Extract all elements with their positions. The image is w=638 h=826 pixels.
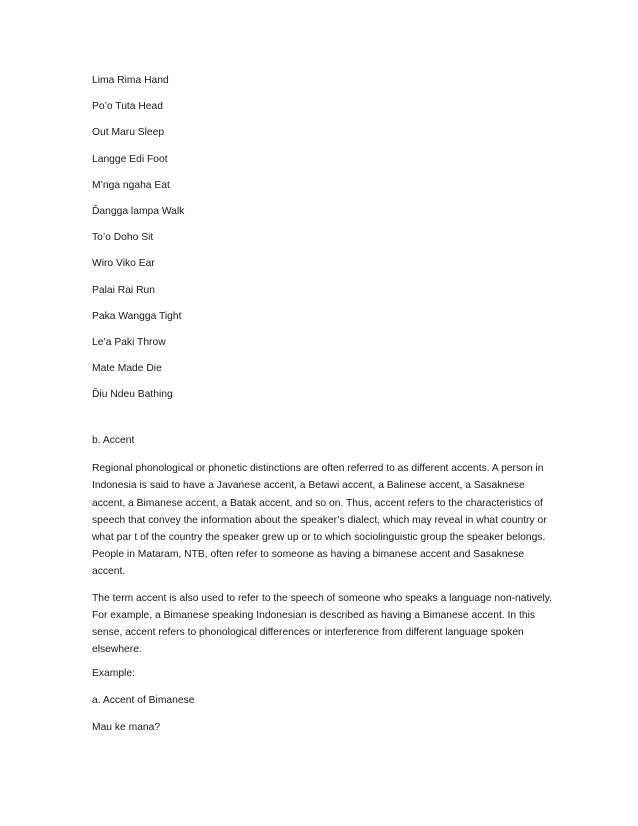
sub-item-heading: a. Accent of Bimanese bbox=[92, 695, 195, 707]
section-heading: b. Accent bbox=[92, 435, 135, 447]
example-label: Example: bbox=[92, 668, 135, 680]
vocabulary-item: M’nga ngaha Eat bbox=[92, 179, 170, 191]
vocabulary-item: Ďangga lampa Walk bbox=[92, 205, 185, 217]
vocabulary-item: Wiro Viko Ear bbox=[92, 258, 155, 270]
vocabulary-item: To’o Doho Sit bbox=[92, 232, 154, 244]
paragraph: The term accent is also used to refer to the speech of someone who speaks a language non-natively. For example, a Bimanese speaking Indonesian is described as having a Bimanese accent. In this sense, accent refers to phonological differences or interference from different language spoken elsewhere. bbox=[92, 592, 553, 656]
vocabulary-item: Paka Wangga Tight bbox=[92, 310, 182, 322]
vocabulary-item: Out Maru Sleep bbox=[92, 127, 165, 139]
vocabulary-item: Le’a Paki Throw bbox=[92, 336, 166, 348]
document-body bbox=[92, 74, 552, 748]
vocabulary-item: Langge Edi Foot bbox=[92, 153, 168, 165]
vocabulary-item: Mate Made Die bbox=[92, 363, 162, 375]
vocabulary-item: Ďiu Ndeu Bathing bbox=[92, 389, 173, 401]
example-phrase: Mau ke mana? bbox=[92, 722, 161, 734]
vocabulary-item: Po’o Tuta Head bbox=[92, 101, 163, 113]
vocabulary-item: Palai Rai Run bbox=[92, 284, 155, 296]
vocabulary-item: Lima Rima Hand bbox=[92, 75, 169, 86]
paragraph: Regional phonological or phonetic distinctions are often referred to as different accents. A person in Indonesia is said to have a Javanese accent, a Betawi accent, a Balinese accent, a Sasaknese accent, a Bimanese accent, a Batak accent, and so on. Thus, accent refers to the characteristics of speech that convey the information about the speaker’s dialect, which may reveal in what country or what par t of the country the speaker grew up or to which sociolinguistic group the speaker belongs. People in Mataram, NTB, often refer to someone as having a bimanese accent and Sasaknese accent. bbox=[92, 463, 547, 578]
vocabulary-list bbox=[92, 74, 552, 402]
